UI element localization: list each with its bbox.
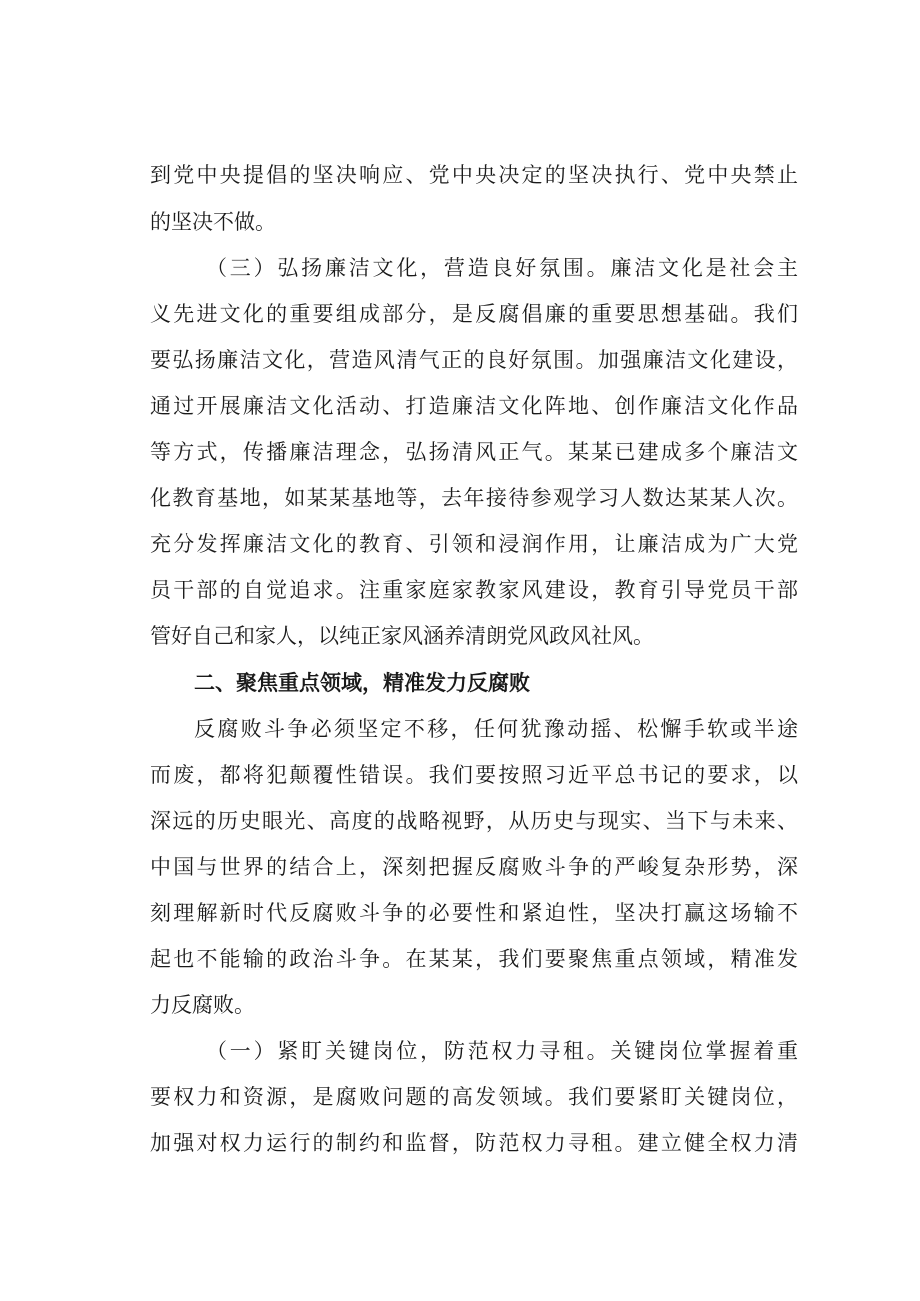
paragraph-line: 的坚决不做。: [150, 210, 276, 234]
paragraph-line: 等方式，传播廉洁理念，弘扬清风正气。某某已建成多个廉洁文: [150, 440, 798, 464]
paragraph-line: 刻理解新时代反腐败斗争的必要性和紧迫性，坚决打赢这场输不: [150, 901, 798, 925]
paragraph-line: 通过开展廉洁文化活动、打造廉洁文化阵地、创作廉洁文化作品: [150, 394, 798, 418]
section-heading: 二、聚焦重点领域，精准发力反腐败: [194, 671, 530, 695]
section-intro-line: （一）紧盯关键岗位，防范权力寻租。关键岗位掌握着重: [206, 1039, 798, 1063]
paragraph-line: 力反腐败。: [150, 993, 255, 1017]
paragraph-line: 中国与世界的结合上，深刻把握反腐败斗争的严峻复杂形势，深: [150, 855, 798, 879]
paragraph-line: 管好自己和家人，以纯正家风涵养清朗党风政风社风。: [150, 624, 654, 648]
paragraph-line: 加强对权力运行的制约和监督，防范权力寻租。建立健全权力清: [150, 1131, 798, 1155]
paragraph-line: 充分发挥廉洁文化的教育、引领和浸润作用，让廉洁成为广大党: [150, 532, 798, 556]
paragraph-line: 起也不能输的政治斗争。在某某，我们要聚焦重点领域，精准发: [150, 947, 798, 971]
paragraph-line: 反腐败斗争必须坚定不移，任何犹豫动摇、松懈手软或半途: [194, 717, 798, 741]
paragraph-line: 深远的历史眼光、高度的战略视野，从历史与现实、当下与未来、: [150, 809, 798, 833]
paragraph-line: 化教育基地，如某某基地等，去年接待参观学习人数达某某人次。: [150, 486, 798, 510]
paragraph-line: 要弘扬廉洁文化，营造风清气正的良好氛围。加强廉洁文化建设，: [150, 348, 798, 372]
paragraph-line: 到党中央提倡的坚决响应、党中央决定的坚决执行、党中央禁止: [150, 163, 798, 187]
paragraph-line: 要权力和资源，是腐败问题的高发领域。我们要紧盯关键岗位，: [150, 1085, 798, 1109]
paragraph-line: 员干部的自觉追求。注重家庭家教家风建设，教育引导党员干部: [150, 578, 798, 602]
paragraph-line: 义先进文化的重要组成部分，是反腐倡廉的重要思想基础。我们: [150, 302, 798, 326]
paragraph-line: 而废，都将犯颠覆性错误。我们要按照习近平总书记的要求，以: [150, 763, 798, 787]
section-intro-line: （三）弘扬廉洁文化，营造良好氛围。廉洁文化是社会主: [206, 256, 798, 280]
